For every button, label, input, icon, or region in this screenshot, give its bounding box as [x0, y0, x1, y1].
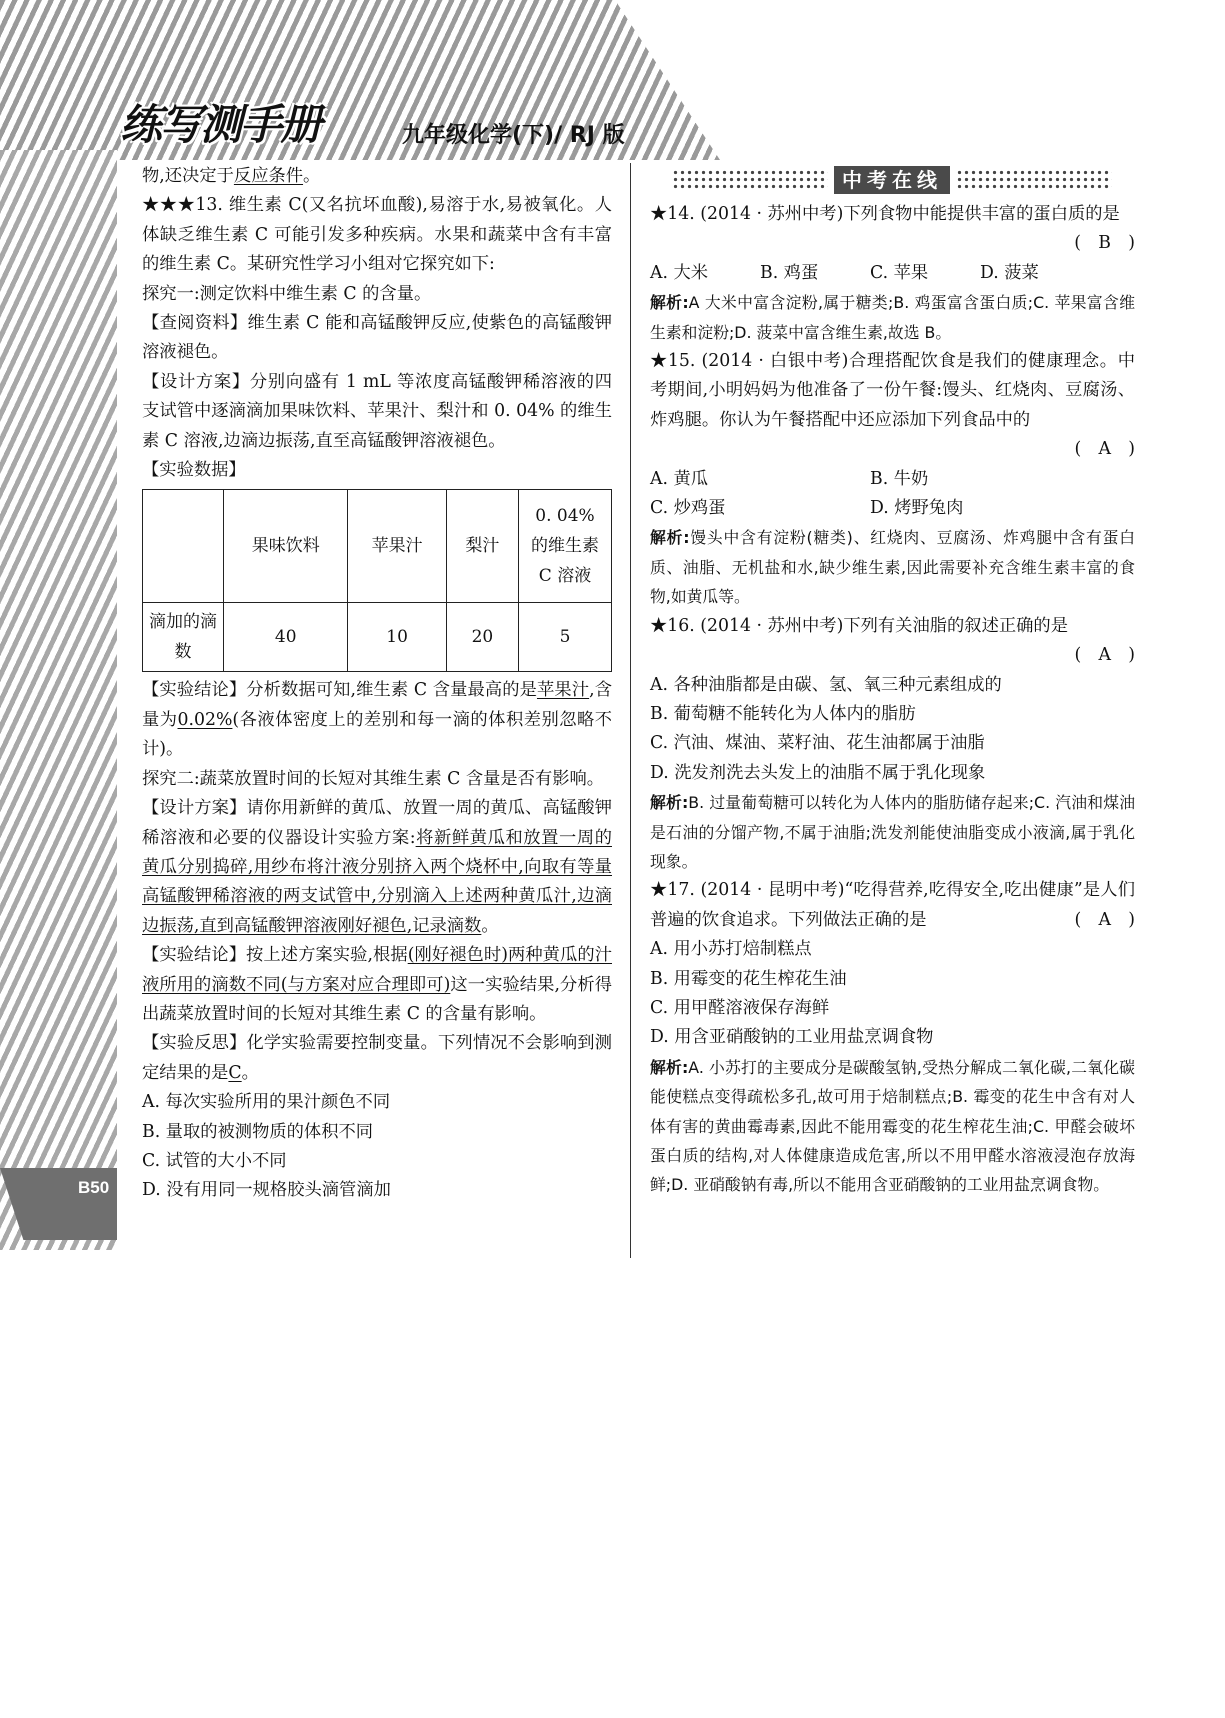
- answer-blank: 苹果汁: [536, 680, 590, 701]
- margin-stripe-decoration: [0, 150, 117, 1250]
- dot-pattern-decoration: [672, 169, 828, 191]
- option-item: C. 试管的大小不同: [142, 1150, 287, 1171]
- option-item: A. 用小苏打焙制糕点: [650, 939, 812, 960]
- right-column: [650, 200, 1135, 1200]
- reflection: 【实验反思】化学实验需要控制变量。下列情况不会影响到测定结果的是C。: [142, 1033, 612, 1083]
- option-item: C. 炒鸡蛋: [650, 498, 726, 519]
- answer-blank: C: [228, 1062, 242, 1083]
- answer-bracket: ( A ): [1074, 909, 1135, 930]
- answer-blank: 将新鲜黄瓜和放置一周的黄瓜分别捣碎,用纱布将汁液分别挤入两个烧杯中,向取有等量高锰酸钾稀溶液的两支试管中,分别滴入上述两种黄瓜汁,边滴边振荡,直到高锰酸钾溶液刚好褪色,记录滴数: [142, 827, 612, 936]
- column-divider: [630, 163, 631, 1258]
- book-title: 九年级化学(下)/ RJ 版: [402, 123, 625, 148]
- option-item: C. 汽油、煤油、菜籽油、花生油都属于油脂: [650, 733, 985, 754]
- dot-pattern-decoration: [956, 169, 1112, 191]
- data-title: 【实验数据】: [142, 460, 246, 481]
- conclusion-one: 【实验结论】分析数据可知,维生素 C 含量最高的是苹果汁,含量为0.02%(各液体密度上的差别和每一滴的体积差别忽略不计)。: [142, 680, 612, 760]
- table-row: [143, 603, 612, 672]
- analysis-text: 解析:馒头中含有淀粉(糖类)、红烧肉、豆腐汤、炸鸡腿中含有蛋白质、油脂、无机盐和水,缺少维生素,因此需要补充含维生素丰富的食物,如黄瓜等。: [650, 528, 1135, 607]
- answer-blank: 反应条件: [233, 166, 304, 186]
- design-plan-two: 【设计方案】请你用新鲜的黄瓜、放置一周的黄瓜、高锰酸钾稀溶液和必要的仪器设计实验方案:将新鲜黄瓜和放置一周的黄瓜分别捣碎,用纱布将汁液分别挤入两个烧杯中,向取有等量高锰酸钾稀溶液的两支试管中,分别滴入上述两种黄瓜汁,边滴边振荡,直到高锰酸钾溶液刚好褪色,记录滴数。: [142, 798, 612, 936]
- table-cell: 5: [519, 603, 612, 672]
- table-header-cell: 苹果汁: [348, 490, 446, 603]
- question-16-stem: ★16. (2014 · 苏州中考)下列有关油脂的叙述正确的是: [650, 615, 1068, 636]
- lookup-info: 【查阅资料】维生素 C 能和高锰酸钾反应,使紫色的高锰酸钾溶液褪色。: [142, 313, 612, 363]
- option-item: D. 没有用同一规格胶头滴管滴加: [142, 1180, 391, 1201]
- table-header-cell: 0. 04% 的维生素 C 溶液: [519, 490, 612, 603]
- brand-logo: 练写测手册: [120, 100, 321, 149]
- table-cell: 40: [224, 603, 348, 672]
- option-item: A. 黄瓜: [650, 468, 709, 489]
- option-item: B. 牛奶: [870, 468, 929, 489]
- table-header-cell: 梨汁: [446, 490, 518, 603]
- answer-blank: (刚好褪色时)两种黄瓜的汁液所用的滴数不同(与方案对应合理即可): [142, 945, 612, 995]
- section-title: 中考在线: [834, 166, 950, 194]
- answer-blank: 0.02%: [177, 709, 233, 730]
- experiment-data-table: [142, 489, 612, 672]
- answer-bracket: ( A ): [1074, 645, 1135, 666]
- table-row-label: 滴加的滴数: [143, 603, 224, 672]
- option-item: B. 葡萄糖不能转化为人体内的脂肪: [650, 703, 916, 724]
- table-cell: 20: [446, 603, 518, 672]
- table-header-cell: 果味饮料: [224, 490, 348, 603]
- question-15-stem: ★15. (2014 · 白银中考)合理搭配饮食是我们的健康理念。中考期间,小明妈妈为他准备了一份午餐:馒头、红烧肉、豆腐汤、炸鸡腿。你认为午餐搭配中还应添加下列食品中的: [650, 351, 1135, 430]
- option-item: D. 用含亚硝酸钠的工业用盐烹调食物: [650, 1027, 934, 1048]
- table-corner-cell: [143, 490, 224, 603]
- continuation-text: 物,还决定于反应条件。: [142, 166, 321, 186]
- option-item: B. 用霉变的花生榨花生油: [650, 968, 847, 989]
- option-item: C. 苹果: [870, 262, 929, 283]
- left-column: [142, 162, 612, 1206]
- option-item: D. 洗发剂洗去头发上的油脂不属于乳化现象: [650, 762, 986, 783]
- answer-bracket: ( A ): [1074, 439, 1135, 460]
- design-plan-one: 【设计方案】分别向盛有 1 mL 等浓度高锰酸钾稀溶液的四支试管中逐滴滴加果味饮料、苹果汁、梨汁和 0. 04% 的维生素 C 溶液,边滴边振荡,直至高锰酸钾溶液褪色。: [142, 371, 612, 451]
- option-row: [650, 259, 1135, 288]
- option-row: [650, 494, 1135, 523]
- option-item: A. 大米: [650, 262, 709, 283]
- option-item: A. 每次实验所用的果汁颜色不同: [142, 1092, 391, 1113]
- option-item: D. 菠菜: [980, 262, 1039, 283]
- table-cell: 10: [348, 603, 446, 672]
- table-header-row: [143, 490, 612, 603]
- option-item: C. 用甲醛溶液保存海鲜: [650, 997, 830, 1018]
- conclusion-two: 【实验结论】按上述方案实验,根据(刚好褪色时)两种黄瓜的汁液所用的滴数不同(与方案对应合理即可)这一实验结果,分析得出蔬菜放置时间的长短对其维生素 C 的含量有影响。: [142, 945, 612, 1024]
- option-item: A. 各种油脂都是由碳、氢、氧三种元素组成的: [650, 674, 1002, 695]
- explore-one: 探究一:测定饮料中维生素 C 的含量。: [142, 283, 432, 304]
- option-row: [650, 465, 1135, 494]
- question-17-stem: ★17. (2014 · 昆明中考)“吃得营养,吃得安全,吃出健康”是人们普遍的饮食追求。下列做法正确的是 ( A ): [650, 876, 1135, 935]
- analysis-text: 解析:A 大米中富含淀粉,属于糖类;B. 鸡蛋富含蛋白质;C. 苹果富含维生素和淀粉;D. 菠菜中富含维生素,故选 B。: [650, 293, 1135, 342]
- question-14-stem: ★14. (2014 · 苏州中考)下列食物中能提供丰富的蛋白质的是: [650, 204, 1120, 224]
- answer-bracket: ( B ): [1074, 233, 1135, 254]
- option-item: B. 鸡蛋: [760, 262, 819, 283]
- option-item: B. 量取的被测物质的体积不同: [142, 1121, 374, 1142]
- page-number: B50: [78, 1178, 110, 1197]
- analysis-text: 解析:A. 小苏打的主要成分是碳酸氢钠,受热分解成二氧化碳,二氧化碳能使糕点变得疏松多孔,故可用于焙制糕点;B. 霉变的花生中含有对人体有害的黄曲霉毒素,因此不能用霉变的花生榨花生油;C. 甲醛会破坏蛋白质的结构,对人体健康造成危害,所以不用甲醛水溶液浸泡存放海鲜;D. 亚硝酸钠有毒,所以不能用含亚硝酸钠的工业用盐烹调食物。: [650, 1057, 1135, 1195]
- section-header: [672, 166, 1112, 194]
- option-item: D. 烤野兔肉: [870, 498, 964, 519]
- explore-two: 探究二:蔬菜放置时间的长短对其维生素 C 含量是否有影响。: [142, 768, 605, 789]
- analysis-text: 解析:B. 过量葡萄糖可以转化为人体内的脂肪储存起来;C. 汽油和煤油是石油的分馏产物,不属于油脂;洗发剂能使油脂变成小液滴,属于乳化现象。: [650, 793, 1135, 871]
- question-13-intro: ★★★13. 维生素 C(又名抗坏血酸),易溶于水,易被氧化。人体缺乏维生素 C 可能引发多种疾病。水果和蔬菜中含有丰富的维生素 C。某研究性学习小组对它探究如下:: [142, 195, 612, 275]
